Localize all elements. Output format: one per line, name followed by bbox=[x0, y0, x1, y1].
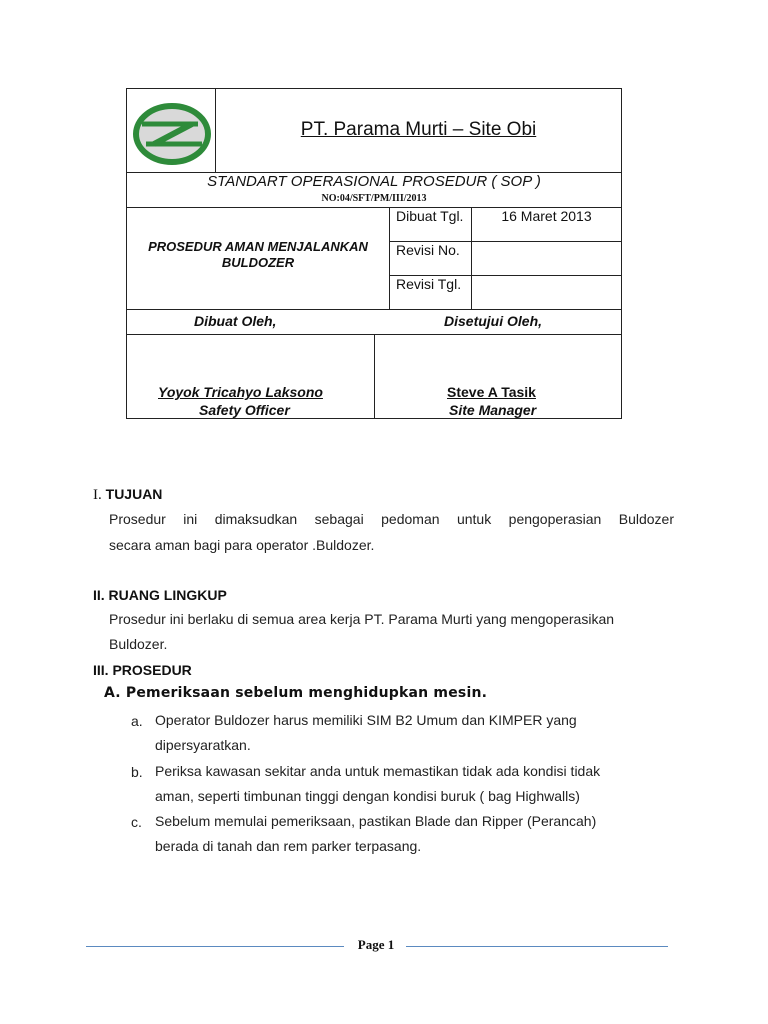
procedure-name: PROSEDUR AMAN MENJALANKAN BULDOZER bbox=[148, 239, 368, 270]
table-divider bbox=[389, 207, 390, 310]
field-label-revision-date: Revisi Tgl. bbox=[396, 276, 462, 292]
item-letter: c. bbox=[131, 814, 142, 830]
field-label-created-date: Dibuat Tgl. bbox=[396, 208, 464, 224]
made-by-role: Safety Officer bbox=[199, 402, 290, 418]
tujuan-line-2: secara aman bagi para operator .Buldozer. bbox=[109, 537, 375, 553]
made-by-label: Dibuat Oleh, bbox=[194, 313, 277, 329]
item-letter: a. bbox=[131, 713, 143, 729]
sop-title: STANDART OPERASIONAL PROSEDUR ( SOP ) bbox=[207, 173, 541, 190]
item-b-line-1: Periksa kawasan sekitar anda untuk memastikan tidak ada kondisi tidak bbox=[155, 763, 601, 779]
section-heading-ruang-lingkup: II. RUANG LINGKUP bbox=[93, 587, 227, 603]
table-divider bbox=[126, 309, 622, 310]
made-by-name: Yoyok Tricahyo Laksono bbox=[158, 384, 323, 400]
item-letter: b. bbox=[131, 764, 143, 780]
table-divider bbox=[374, 334, 375, 419]
tujuan-line-1: Prosedur ini dimaksudkan sebagai pedoman untuk pengoperasian Buldozer bbox=[109, 511, 674, 527]
page-number: Page 1 bbox=[357, 937, 395, 952]
sop-number: NO:04/SFT/PM/III/2013 bbox=[321, 193, 427, 204]
ruang-line-1: Prosedur ini berlaku di semua area kerja PT. Parama Murti yang mengoperasikan bbox=[109, 611, 615, 627]
section-title: TUJUAN bbox=[105, 486, 163, 502]
footer-rule-left bbox=[86, 946, 344, 947]
company-logo-icon bbox=[132, 100, 212, 168]
company-name: PT. Parama Murti – Site Obi bbox=[300, 119, 537, 140]
section-roman: I. bbox=[93, 487, 102, 503]
subsection-a-title: A. Pemeriksaan sebelum menghidupkan mesin. bbox=[104, 685, 488, 701]
approved-by-label: Disetujui Oleh, bbox=[444, 313, 543, 329]
field-value-created-date: 16 Maret 2013 bbox=[501, 208, 592, 224]
ruang-line-2: Buldozer. bbox=[109, 636, 168, 652]
section-heading-prosedur: III. PROSEDUR bbox=[93, 662, 192, 678]
footer-rule-right bbox=[406, 946, 668, 947]
field-label-revision-no: Revisi No. bbox=[396, 242, 460, 258]
item-a-line-2: dipersyaratkan. bbox=[155, 737, 251, 753]
item-c-line-2: berada di tanah dan rem parker terpasang. bbox=[155, 838, 422, 854]
item-a-line-1: Operator Buldozer harus memiliki SIM B2 Umum dan KIMPER yang bbox=[155, 712, 577, 728]
item-b-line-2: aman, seperti timbunan tinggi dengan kondisi buruk ( bag Highwalls) bbox=[155, 788, 580, 804]
approved-by-role: Site Manager bbox=[449, 402, 537, 418]
item-c-line-1: Sebelum memulai pemeriksaan, pastikan Blade dan Ripper (Perancah) bbox=[155, 813, 597, 829]
section-heading-tujuan bbox=[93, 486, 162, 504]
approved-by-name: Steve A Tasik bbox=[447, 384, 536, 400]
